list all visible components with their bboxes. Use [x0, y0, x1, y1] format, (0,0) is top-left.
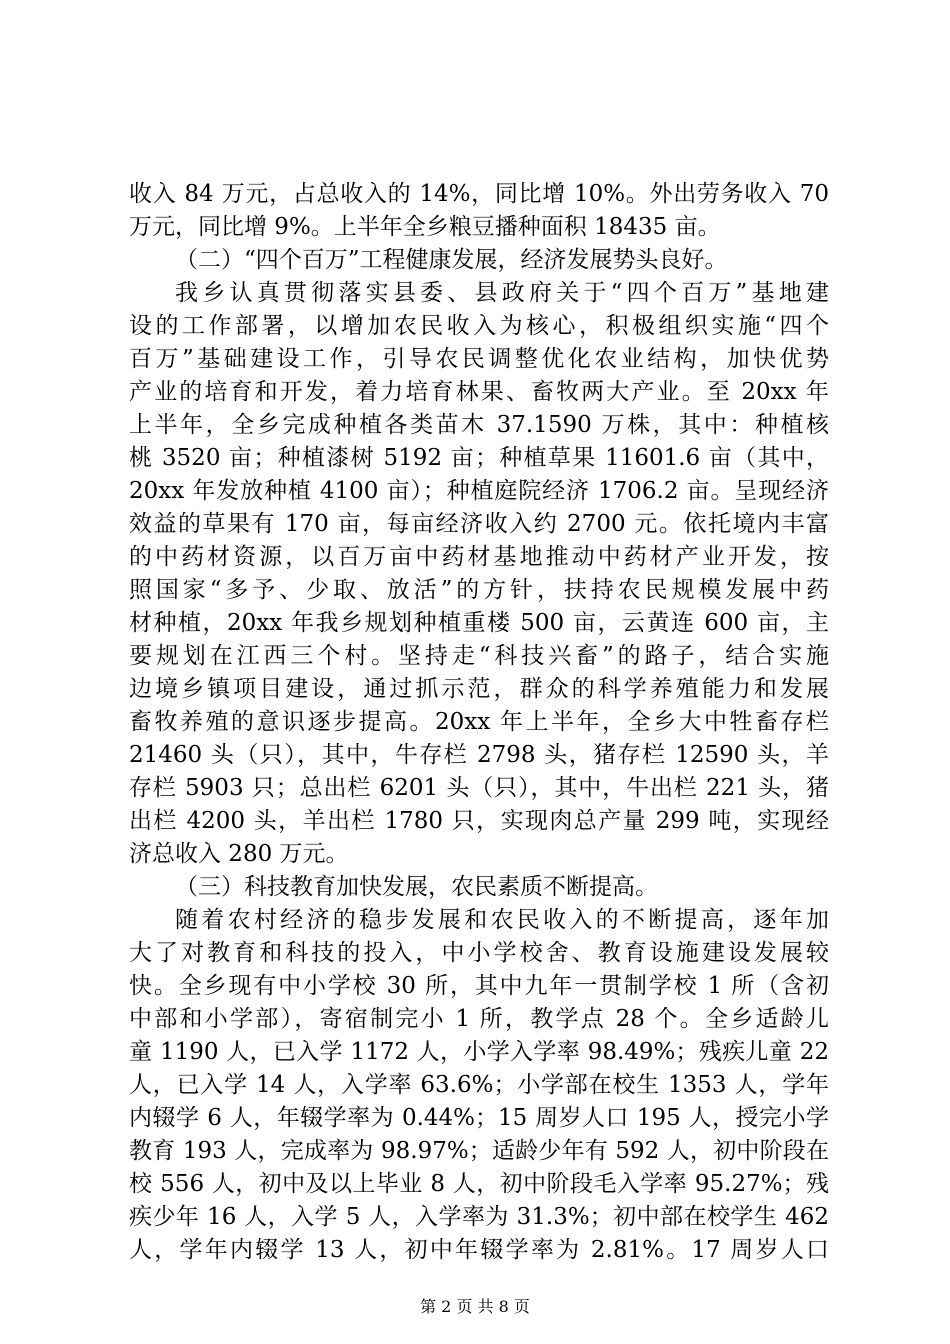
body-line: 济总收入 280 万元。: [129, 841, 349, 867]
body-line: 疾少年 16 人，入学 5 人，入学率为 31.3%；初中部在校学生 462: [129, 1204, 829, 1230]
body-line: 出栏 4200 头，羊出栏 1780 只，实现肉总产量 299 吨，实现经: [129, 808, 829, 834]
body-line: 要规划在江西三个村。坚持走“科技兴畜”的路子，结合实施: [129, 643, 829, 669]
body-line: 大了对教育和科技的投入，中小学校舍、教育设施建设发展较: [129, 940, 829, 966]
body-line: 内辍学 6 人，年辍学率为 0.44%；15 周岁人口 195 人，授完小学: [129, 1105, 829, 1131]
body-line: 边境乡镇项目建设，通过抓示范，群众的科学养殖能力和发展: [129, 676, 829, 702]
body-line: 快。全乡现有中小学校 30 所，其中九年一贯制学校 1 所（含初: [129, 973, 829, 999]
body-line: 童 1190 人，已入学 1172 人，小学入学率 98.49%；残疾儿童 22: [129, 1039, 829, 1065]
body-line: 校 556 人，初中及以上毕业 8 人，初中阶段毛入学率 95.27%；残: [129, 1171, 829, 1197]
body-line: 教育 193 人，完成率为 98.97%；适龄少年有 592 人，初中阶段在: [129, 1138, 829, 1164]
body-line: 效益的草果有 170 亩，每亩经济收入约 2700 元。依托境内丰富: [129, 511, 829, 537]
body-line: 我乡认真贯彻落实县委、县政府关于“四个百万”基地建: [175, 280, 829, 306]
body-line: 材种植，20xx 年我乡规划种植重楼 500 亩，云黄连 600 亩，主: [129, 610, 829, 636]
body-line: 人，已入学 14 人，入学率 63.6%；小学部在校生 1353 人，学年: [129, 1072, 829, 1098]
section-heading: （三）科技教育加快发展，农民素质不断提高。: [175, 874, 658, 900]
body-line: 万元，同比增 9%。上半年全乡粮豆播种面积 18435 亩。: [129, 214, 721, 240]
body-line: 百万”基础建设工作，引导农民调整优化农业结构，加快优势: [129, 346, 829, 372]
body-line: 上半年，全乡完成种植各类苗木 37.1590 万株，其中：种植核: [129, 412, 829, 438]
body-line: 产业的培育和开发，着力培育林果、畜牧两大产业。至 20xx 年: [129, 379, 829, 405]
body-line: 收入 84 万元，占总收入的 14%，同比增 10%。外出劳务收入 70: [129, 181, 829, 207]
body-line: 的中药材资源，以百万亩中药材基地推动中药材产业开发，按: [129, 544, 829, 570]
body-line: 人，学年内辍学 13 人，初中年辍学率为 2.81%。17 周岁人口: [129, 1237, 829, 1263]
section-heading: （二）“四个百万”工程健康发展，经济发展势头良好。: [175, 247, 728, 273]
body-line: 畜牧养殖的意识逐步提高。20xx 年上半年，全乡大中牲畜存栏: [129, 709, 829, 735]
body-line: 存栏 5903 只；总出栏 6201 头（只），其中，牛出栏 221 头，猪: [129, 775, 829, 801]
body-line: 21460 头（只），其中，牛存栏 2798 头，猪存栏 12590 头，羊: [129, 742, 829, 768]
body-line: 照国家“多予、少取、放活”的方针，扶持农民规模发展中药: [129, 577, 829, 603]
body-line: 设的工作部署，以增加农民收入为核心，积极组织实施“四个: [129, 313, 829, 339]
page-number-footer: 第 2 页 共 8 页: [420, 1297, 530, 1316]
body-line: 中部和小学部），寄宿制完小 1 所，教学点 28 个。全乡适龄儿: [129, 1006, 829, 1032]
body-line: 随着农村经济的稳步发展和农民收入的不断提高，逐年加: [175, 907, 829, 933]
body-line: 20xx 年发放种植 4100 亩）；种植庭院经济 1706.2 亩。呈现经济: [129, 478, 829, 504]
document-body: [129, 178, 829, 1267]
body-line: 桃 3520 亩；种植漆树 5192 亩；种植草果 11601.6 亩（其中，: [129, 445, 829, 471]
